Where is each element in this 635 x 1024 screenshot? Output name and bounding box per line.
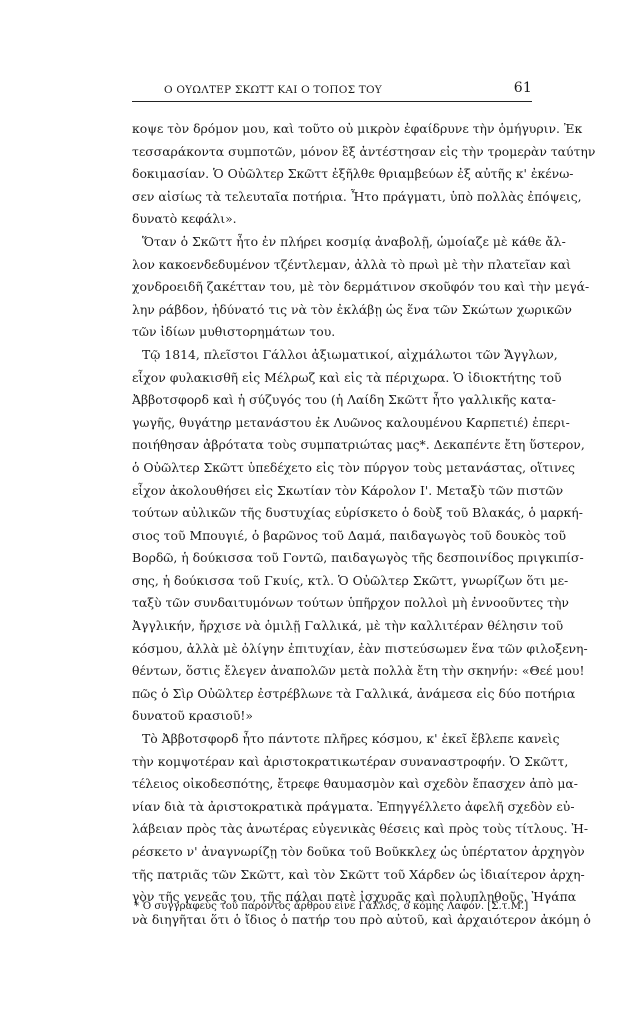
text-line: νὰ διηγῆται ὅτι ὁ ἴδιος ὁ πατήρ του πρὸ αὐτοῦ, καὶ ἀρχαιότερον ἀκόμη ὁ: [132, 911, 591, 927]
running-head: [132, 82, 532, 98]
text-line: τῶν ἰδίων μυθιστορημάτων του.: [132, 324, 336, 340]
text-line: λην ράβδον, ἠδύνατό τις νὰ τὸν ἐκλάβῃ ὡς ἕνα τῶν Σκώτων χωρικῶν: [132, 301, 572, 317]
text-line: εἶχον ἀκολουθήσει εἰς Σκωτίαν τὸν Κάρολον Ι'. Μεταξὺ τῶν πιστῶν: [132, 482, 564, 498]
text-line: τέλειος οἰκοδεσπότης, ἔτρεφε θαυμασμὸν καὶ σχεδὸν ἔπασχεν ἀπὸ μα-: [132, 776, 578, 792]
text-line: χονδροειδῆ ζακέτταν του, μὲ τὸν δερμάτινον σκοῦφόν του καὶ τὴν μεγά-: [132, 279, 590, 295]
text-line: πῶς ὁ Σὶρ Οὐῶλτερ ἐστρέβλωνε τὰ Γαλλικά, ἀνάμεσα εἰς δύο ποτήρια: [132, 685, 576, 701]
text-line: ρέσκετο ν' ἀναγνωρίζῃ τὸν δοῦκα τοῦ Βοῦκκλεχ ὡς ὑπέρτατον ἀρχηγὸν: [132, 844, 585, 859]
text-line: κόσμου, ἀλλὰ μὲ ὀλίγην ἐπιτυχίαν, ἐὰν πιστεύσωμεν ἕνα τῶν φιλοξενη-: [132, 640, 588, 656]
text-line: ποιήθησαν ἀβρότατα τοὺς συμπατριώτας μας*. Δεκαπέντε ἔτη ὕστερον,: [132, 437, 585, 453]
text-line: δυνατὸ κεφάλι».: [132, 211, 237, 227]
text-line: Βορδῶ, ἡ δούκισσα τοῦ Γοντῶ, παιδαγωγὸς τῆς δεσποινίδος πριγκιπίσ-: [132, 550, 584, 566]
text-line: Τὸ Ἀββοτσφορδ ἦτο πάντοτε πλῆρες κόσμου, κ' ἐκεῖ ἔβλεπε κανεὶς: [142, 731, 560, 747]
text-line: τῆς πατριᾶς τῶν Σκῶττ, καὶ τὸν Σκῶττ τοῦ Χάρδεν ὡς ἰδιαίτερον ἀρχη-: [132, 866, 585, 882]
text-line: Ἀγγλικήν, ἤρχισε νὰ ὁμιλῇ Γαλλικά, μὲ τὴν καλλιτέραν θέλησιν τοῦ: [132, 618, 564, 634]
text-line: δοκιμασίαν. Ὁ Οὐῶλτερ Σκῶττ ἐξῆλθε θριαμβεύων ἐξ αὐτῆς κ' ἐκένω-: [132, 166, 574, 182]
page-number: 61: [513, 80, 532, 96]
text-line: λάβειαν πρὸς τὰς ἀνωτέρας εὐγενικὰς θέσεις καὶ πρὸς τοὺς τίτλους. Ἠ-: [132, 821, 589, 837]
text-line: γωγῆς, θυγάτηρ μετανάστου ἐκ Λυῶνος καλουμένου Καρπετιέ) ἐπερι-: [132, 414, 570, 430]
footnote: * Ὁ συγγραφεὺς τοῦ παρόντος ἄρθρου εἶνε Γάλλος, ὁ κόμης Λαφόν. [Σ.τ.Μ.]: [134, 901, 529, 912]
text-line: σιος τοῦ Μπουγιέ, ὁ βαρῶνος τοῦ Δαμά, παιδαγωγὸς τοῦ δουκὸς τοῦ: [132, 527, 567, 543]
text-line: σεν αἰσίως τὰ τελευταῖα ποτήρια. Ἦτο πράγματι, ὑπὸ πολλὰς ἐπόψεις,: [132, 188, 582, 204]
text-line: δυνατοῦ κρασιοῦ!»: [132, 708, 253, 724]
text-line: τούτων αὐλικῶν τῆς δυστυχίας εὑρίσκετο ὁ δοὺξ τοῦ Βλακάς, ὁ μαρκή-: [132, 505, 583, 521]
text-line: θέντων, ὅστις ἔλεγεν ἀναπολῶν μετὰ πολλὰ ἔτη τὴν σκηνήν: «Θεέ μου!: [132, 663, 585, 679]
header-rule: [132, 101, 532, 102]
text-line: νίαν διὰ τὰ ἀριστοκρατικὰ πράγματα. Ἐπηγγέλλετο ἀφελῆ σχεδὸν εὐ-: [132, 798, 575, 814]
running-title: Ο ΟΥΩΛΤΕΡ ΣΚΩΤΤ ΚΑΙ Ο ΤΟΠΟΣ ΤΟΥ: [164, 84, 382, 96]
text-line: ὁ Οὐῶλτερ Σκῶττ ὑπεδέχετο εἰς τὸν πύργον τοὺς μετανάστας, οἵτινες: [132, 459, 575, 475]
text-line: τεσσαράκοντα συμποτῶν, μόνον ἓξ ἀντέστησαν εἰς τὴν τρομερὰν ταύτην: [132, 143, 596, 159]
text-line: σης, ἡ δούκισσα τοῦ Γκυίς, κτλ. Ὁ Οὐῶλτερ Σκῶττ, γνωρίζων ὅτι με-: [132, 572, 569, 588]
text-line: κοψε τὸν δρόμον μου, καὶ τοῦτο οὐ μικρὸν ἐφαίδρυνε τὴν ὁμήγυριν. Ἐκ: [132, 121, 583, 136]
body-text: [132, 118, 596, 931]
text-line: λον κακοενδεδυμένον τζέντλεμαν, ἀλλὰ τὸ πρωὶ μὲ τὴν πλατεῖαν καὶ: [132, 256, 571, 272]
text-line: τὴν κομψοτέραν καὶ ἀριστοκρατικωτέραν συναναστροφήν. Ὁ Σκῶττ,: [132, 753, 569, 769]
text-line: Ὅταν ὁ Σκῶττ ἦτο ἐν πλήρει κοσμίᾳ ἀναβολῇ, ὡμοίαζε μὲ κάθε ἄλ-: [142, 233, 566, 249]
text-line: γὸν τῆς γενεᾶς του, τῆς πάλαι ποτὲ ἰσχυρᾶς καὶ πολυπληθοῦς. Ἠγάπα: [132, 889, 577, 905]
text-line: Τῷ 1814, πλεῖστοι Γάλλοι ἀξιωματικοί, αἰχμάλωτοι τῶν Ἄγγλων,: [142, 346, 558, 362]
text-line: ταξὺ τῶν συνδαιτυμόνων τούτων ὑπῆρχον πολλοὶ μὴ ἐννοοῦντες τὴν: [132, 595, 569, 611]
text-line: Ἀββοτσφορδ καὶ ἡ σύζυγός του (ἡ Λαίδη Σκῶττ ἦτο γαλλικῆς κατα-: [132, 392, 556, 408]
text-line: εἶχον φυλακισθῆ εἰς Μέλρωζ καὶ εἰς τὰ πέριχωρα. Ὁ ἰδιοκτήτης τοῦ: [132, 369, 562, 385]
